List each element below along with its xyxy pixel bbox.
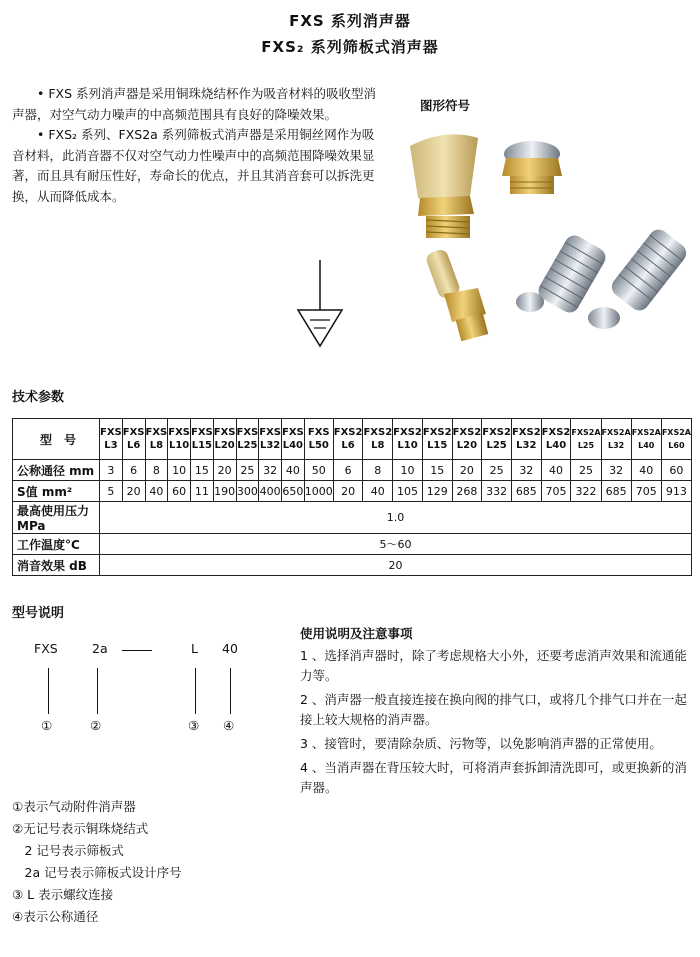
model-header-18: [571, 419, 601, 460]
model-size: L15: [427, 440, 448, 451]
model-header-0: [100, 419, 123, 460]
model-size: L32: [516, 440, 537, 451]
model-size: L3: [104, 440, 118, 451]
brass-hex-silencer-small: [502, 141, 562, 194]
table-span-cell: 20: [100, 555, 692, 576]
figure-symbol-label: 图形符号: [420, 98, 471, 113]
usage-notes-heading: 使用说明及注意事项: [300, 626, 413, 641]
model-size: L25: [237, 440, 258, 451]
marker-line-1: [48, 668, 49, 714]
model-series: FXS: [168, 427, 190, 438]
steel-mesh-silencer-1: [516, 232, 609, 316]
table-cell: 10: [393, 460, 423, 481]
model-code-dash: [122, 650, 152, 651]
model-header-14: [452, 419, 482, 460]
table-cell: 3: [100, 460, 123, 481]
table-cell: 1000: [304, 481, 333, 502]
table-cell: 300: [236, 481, 259, 502]
model-header-8: [282, 419, 305, 460]
table-cell: 685: [601, 481, 631, 502]
marker-3: ③: [188, 718, 200, 733]
description: [12, 84, 377, 207]
model-header-21: [661, 419, 691, 460]
table-cell: 15: [191, 460, 214, 481]
model-size: L8: [149, 440, 164, 451]
model-size: L40: [545, 440, 567, 451]
marker-1: ①: [41, 718, 53, 733]
table-cell: 50: [304, 460, 333, 481]
row-label: 工作温度°C: [13, 534, 100, 555]
legend-item-4: 2a 记号表示筛板式设计序号: [12, 865, 182, 880]
model-size: L25: [577, 441, 595, 450]
model-code-fxs: FXS: [34, 641, 58, 656]
model-series: FXS2: [422, 427, 452, 438]
table-cell: 685: [511, 481, 541, 502]
table-cell: 20: [213, 460, 236, 481]
table-cell: 40: [631, 460, 661, 481]
model-header-6: [236, 419, 259, 460]
model-series: FXS2: [482, 427, 511, 438]
table-cell: 6: [122, 460, 145, 481]
table-row: [13, 534, 692, 555]
table-cell: 268: [452, 481, 482, 502]
table-cell: 25: [236, 460, 259, 481]
steel-mesh-silencer-2: [588, 226, 690, 329]
model-size: L32: [607, 441, 625, 450]
table-cell: 5: [100, 481, 123, 502]
table-cell: 913: [661, 481, 691, 502]
model-series: FXS: [259, 427, 281, 438]
table-row: [13, 555, 692, 576]
table-row: [13, 481, 692, 502]
model-series: FXS2A: [661, 428, 691, 437]
description-paragraph-1: • FXS 系列消声器是采用铜珠烧结杯作为吸音材料的吸收型消声器，对空气动力噪声的中高频范围具有良好的降噪效果。: [12, 86, 377, 122]
table-span-cell: 5～60: [100, 534, 692, 555]
model-size: L40: [638, 441, 655, 450]
table-cell: 8: [145, 460, 168, 481]
model-series: FXS: [122, 427, 145, 438]
model-series: FXS2A: [601, 428, 631, 437]
model-header-9: [304, 419, 333, 460]
model-header-10: [333, 419, 363, 460]
marker-4: ④: [223, 718, 235, 733]
spec-table: [12, 418, 692, 576]
product-photos: [400, 118, 695, 368]
model-series: FXS2: [541, 427, 571, 438]
table-row: [13, 502, 692, 534]
description-paragraph-2: • FXS₂ 系列、FXS2a 系列筛板式消声器是采用铜丝网作为吸音材料，此消音器不仅对空气动力性噪声中的高频范围降噪效果显著，而且具有耐压性好，寿命长的优点，并且其消音套可以拆洗更换，从而降低成本。: [12, 127, 375, 204]
table-cell: 129: [422, 481, 452, 502]
table-cell: 25: [482, 460, 512, 481]
row-label: 消音效果 dB: [13, 555, 100, 576]
table-row: [13, 460, 692, 481]
usage-note-1: 1 、选择消声器时，除了考虑规格大小外，还要考虑消声效果和流通能力等。: [300, 648, 687, 683]
marker-2: ②: [90, 718, 102, 733]
table-cell: 332: [482, 481, 512, 502]
usage-note-3: 3 、接管时，要清除杂质、污物等，以免影响消声器的正常使用。: [300, 736, 662, 751]
model-size: L25: [486, 440, 507, 451]
model-series: FXS: [145, 427, 168, 438]
model-series: FXS2: [363, 427, 393, 438]
model-size: L60: [668, 441, 685, 450]
model-series: FXS: [307, 427, 330, 438]
model-size: L8: [371, 440, 385, 451]
table-cell: 60: [168, 481, 191, 502]
table-cell: 400: [259, 481, 282, 502]
brass-sintered-silencer-large: [410, 134, 478, 238]
table-cell: 20: [452, 460, 482, 481]
model-size: L32: [259, 440, 281, 451]
table-cell: 705: [541, 481, 571, 502]
title-line-2: FXS₂ 系列筛板式消声器: [261, 38, 439, 56]
model-header-20: [631, 419, 661, 460]
model-size: L20: [456, 440, 478, 451]
model-explanation-heading: 型号说明: [12, 606, 65, 621]
table-cell: 40: [363, 481, 393, 502]
table-cell: 32: [511, 460, 541, 481]
model-size: L10: [168, 440, 190, 451]
tech-params-heading: 技术参数: [12, 390, 65, 405]
table-cell: 650: [282, 481, 305, 502]
model-header-4: [191, 419, 214, 460]
model-series: FXS: [236, 427, 259, 438]
table-cell: 40: [145, 481, 168, 502]
model-size: L6: [126, 440, 141, 451]
table-cell: 32: [601, 460, 631, 481]
model-header-2: [145, 419, 168, 460]
table-cell: 20: [122, 481, 145, 502]
table-cell: 11: [191, 481, 214, 502]
model-size: L10: [397, 440, 418, 451]
model-series: FXS: [213, 427, 236, 438]
marker-line-3: [195, 668, 196, 714]
table-cell: 60: [661, 460, 691, 481]
table-header-row: [13, 419, 692, 460]
model-header-5: [213, 419, 236, 460]
table-cell: 8: [363, 460, 393, 481]
table-cell: 40: [282, 460, 305, 481]
model-size: L40: [282, 440, 304, 451]
model-series: FXS2A: [631, 428, 661, 437]
table-cell: 32: [259, 460, 282, 481]
usage-notes: [300, 624, 690, 802]
model-series: FXS: [191, 427, 213, 438]
row-label: 公称通径 mm: [13, 460, 100, 481]
brass-sintered-silencer-small: [424, 248, 488, 342]
marker-line-2: [97, 668, 98, 714]
model-header-17: [541, 419, 571, 460]
model-header-16: [511, 419, 541, 460]
table-header-label: 型 号: [13, 419, 100, 460]
model-code-l: L: [191, 641, 198, 656]
model-header-11: [363, 419, 393, 460]
table-cell: 15: [422, 460, 452, 481]
model-legend: [12, 796, 182, 928]
model-size: L6: [341, 440, 355, 451]
model-series: FXS2: [393, 427, 422, 438]
marker-line-4: [230, 668, 231, 714]
table-cell: 105: [393, 481, 423, 502]
model-series: FXS2A: [571, 428, 601, 437]
model-series: FXS2: [452, 427, 482, 438]
table-cell: 25: [571, 460, 601, 481]
model-header-3: [168, 419, 191, 460]
legend-item-5: ③ L 表示螺纹连接: [12, 887, 114, 902]
table-cell: 6: [333, 460, 363, 481]
silencer-symbol-icon: [290, 258, 350, 354]
model-size: L15: [191, 440, 213, 451]
model-header-19: [601, 419, 631, 460]
legend-item-1: ①表示气动附件消声器: [12, 799, 136, 814]
table-cell: 705: [631, 481, 661, 502]
table-cell: 190: [213, 481, 236, 502]
table-cell: 10: [168, 460, 191, 481]
model-series: FXS: [100, 427, 122, 438]
legend-item-3: 2 记号表示筛板式: [12, 843, 124, 858]
model-header-7: [259, 419, 282, 460]
model-series: FXS: [282, 427, 304, 438]
usage-note-4: 4 、当消声器在背压较大时，可将消声套拆卸清洗即可，或更换新的消声器。: [300, 760, 687, 795]
model-header-1: [122, 419, 145, 460]
model-series: FXS2: [511, 427, 541, 438]
title-line-1: FXS 系列消声器: [289, 12, 411, 30]
model-size: L50: [308, 440, 329, 451]
table-cell: 20: [333, 481, 363, 502]
model-series: FXS2: [333, 427, 363, 438]
model-header-15: [482, 419, 512, 460]
table-cell: 322: [571, 481, 601, 502]
usage-note-2: 2 、消声器一般直接连接在换向阀的排气口，或将几个排气口并在一起接上较大规格的消声器。: [300, 692, 687, 727]
model-size: L20: [214, 440, 235, 451]
row-label: 最高使用压力 MPa: [13, 502, 100, 534]
model-header-12: [393, 419, 423, 460]
legend-item-2: ②无记号表示铜珠烧结式: [12, 821, 149, 836]
model-code-40: 40: [222, 641, 238, 656]
row-label: S值 mm²: [13, 481, 100, 502]
table-cell: 40: [541, 460, 571, 481]
model-code-2a: 2a: [92, 641, 108, 656]
model-header-13: [422, 419, 452, 460]
table-span-cell: 1.0: [100, 502, 692, 534]
legend-item-6: ④表示公称通径: [12, 909, 99, 924]
